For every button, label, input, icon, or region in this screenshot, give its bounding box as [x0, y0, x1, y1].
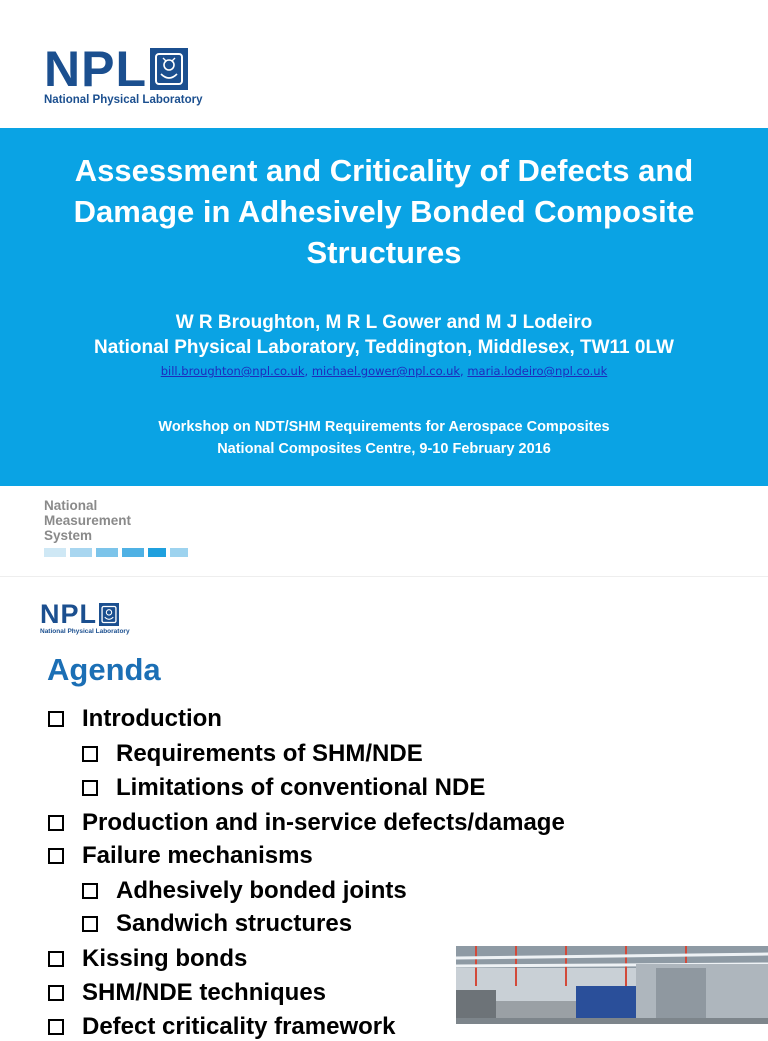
npl-logo-small-subtitle: National Physical Laboratory	[40, 628, 130, 635]
agenda-item-label: Production and in-service defects/damage	[82, 809, 565, 836]
agenda-item	[48, 945, 247, 973]
crest-icon	[150, 48, 188, 90]
checkbox-icon	[48, 951, 64, 967]
nms-logo	[44, 498, 188, 557]
agenda-item-label: Requirements of SHM/NDE	[116, 740, 423, 767]
slide-divider	[0, 576, 768, 577]
checkbox-icon	[82, 883, 98, 899]
crest-icon	[99, 603, 119, 626]
npl-logo	[44, 41, 203, 106]
email-links	[0, 364, 768, 378]
npl-logo-subtitle: National Physical Laboratory	[44, 94, 203, 106]
workshop-venue: National Composites Centre, 9-10 February 2016	[217, 441, 551, 457]
agenda-item-label: SHM/NDE techniques	[82, 979, 327, 1006]
agenda-item-label: Kissing bonds	[82, 945, 248, 972]
author-names: W R Broughton, M R L Gower and M J Lodeiro	[175, 312, 593, 333]
title-banner	[0, 128, 768, 486]
presentation-title: Assessment and Criticality of Defects and Damage in Adhesively Bonded Composite Structures	[73, 153, 695, 270]
npl-logo-small	[40, 599, 130, 635]
agenda-item-label: Introduction	[82, 705, 222, 732]
workshop-name: Workshop on NDT/SHM Requirements for Aerospace Composites	[158, 419, 610, 435]
email-link-broughton[interactable]: bill.broughton@npl.co.uk	[160, 364, 305, 378]
email-separator: ,	[460, 364, 468, 378]
email-link-gower[interactable]: michael.gower@npl.co.uk	[311, 364, 461, 378]
nms-color-bar	[44, 548, 188, 557]
npl-logo-wordmark: NPL	[44, 41, 147, 97]
npl-logo-small-wordmark: NPL	[40, 599, 97, 629]
checkbox-icon	[82, 916, 98, 932]
agenda-item	[48, 705, 222, 733]
agenda-item-label: Adhesively bonded joints	[116, 877, 407, 904]
agenda-item	[82, 740, 423, 768]
authors-block	[0, 310, 768, 360]
workshop-info	[0, 416, 768, 460]
checkbox-icon	[48, 985, 64, 1001]
agenda-item-label: Defect criticality framework	[82, 1013, 396, 1040]
nms-logo-line1: National	[44, 498, 98, 513]
agenda-item-label: Sandwich structures	[116, 910, 353, 937]
agenda-item	[48, 809, 565, 837]
checkbox-icon	[48, 1019, 64, 1035]
agenda-item	[82, 910, 352, 938]
email-link-lodeiro[interactable]: maria.lodeiro@npl.co.uk	[467, 364, 608, 378]
hangar-photo	[456, 946, 768, 1024]
checkbox-icon	[48, 711, 64, 727]
agenda-item	[48, 1013, 395, 1041]
author-affiliation: National Physical Laboratory, Teddington, Middlesex, TW11 0LW	[94, 337, 674, 358]
email-separator: ,	[304, 364, 312, 378]
agenda-item	[48, 842, 313, 870]
checkbox-icon	[82, 780, 98, 796]
agenda-item-label: Failure mechanisms	[82, 842, 313, 869]
nms-logo-line3: System	[44, 528, 93, 543]
agenda-item	[48, 979, 326, 1007]
checkbox-icon	[48, 848, 64, 864]
agenda-item-label: Limitations of conventional NDE	[116, 774, 486, 801]
agenda-item	[82, 877, 407, 905]
nms-logo-line2: Measurement	[44, 513, 132, 528]
agenda-heading: Agenda	[47, 652, 161, 687]
agenda-item	[82, 774, 485, 802]
checkbox-icon	[48, 815, 64, 831]
checkbox-icon	[82, 746, 98, 762]
